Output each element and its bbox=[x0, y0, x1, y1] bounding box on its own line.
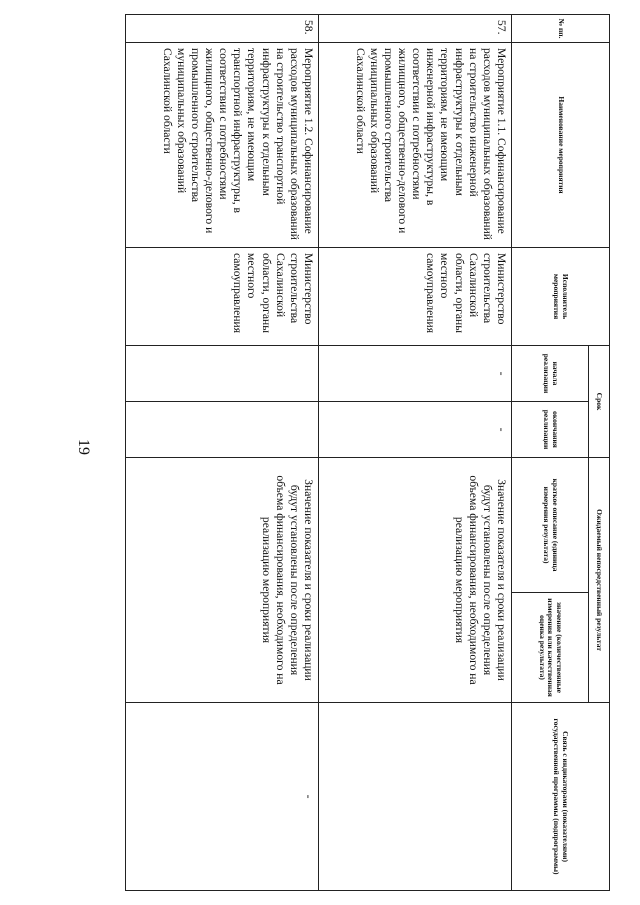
row-result-text: Значение показателя и сроки реализации будут установлены после определения объема финансирования, необходимого на реализацию мероприятия bbox=[452, 475, 508, 685]
header-name: Наименование мероприятия bbox=[512, 43, 610, 248]
row-start: - bbox=[319, 346, 512, 402]
row-executor: Министерство строительства Сахалинской области, органы местного самоуправления bbox=[319, 248, 512, 346]
row-result-text: Значение показателя и сроки реализации будут установлены после определения объема финансирования, необходимого на реализацию мероприятия bbox=[259, 475, 315, 685]
row-executor: Министерство строительства Сахалинской области, органы местного самоуправления bbox=[126, 248, 319, 346]
row-end bbox=[126, 402, 319, 458]
page-number: 19 bbox=[75, 439, 92, 455]
header-term-start: начала реализации bbox=[512, 346, 589, 402]
row-name: Мероприятие 1.1. Софинансирование расходов муниципальных образований на строительство инженерной инфраструктуры к отдельным территориям, не имеющим инженерной инфраструктуры, в соответствии с потребностями жилищного, общественно-делового и промышленного строительства муниципальных образований Сахалинской области bbox=[319, 43, 512, 248]
table-row bbox=[126, 15, 319, 891]
row-result bbox=[319, 458, 512, 703]
row-name: Мероприятие 1.2. Софинансирование расходов муниципальных образований на строительство транспортной инфраструктуры к отдельным территориям, не имеющим транспортной инфраструктуры, в соответствии с потребностями жилищного, общественно-делового и промышленного строительства муниципальных образований Сахалинской области bbox=[126, 43, 319, 248]
measures-table bbox=[125, 14, 610, 891]
table-container bbox=[98, 14, 610, 890]
header-row-1 bbox=[589, 15, 610, 891]
header-link: Связь с индикаторами (показателями) государственной программы (подпрограммы) bbox=[512, 703, 610, 891]
header-term: Срок bbox=[589, 346, 610, 458]
header-executor: Исполнитель мероприятия bbox=[512, 248, 610, 346]
table-row bbox=[319, 15, 512, 891]
header-result: Ожидаемый непосредственный результат bbox=[589, 458, 610, 703]
header-result-value: значение (количественные измерения или качественная оценка результата) bbox=[512, 593, 589, 703]
row-result bbox=[126, 458, 319, 703]
row-number: 57. bbox=[319, 15, 512, 43]
row-link bbox=[319, 703, 512, 891]
header-term-end: окончания реализации bbox=[512, 402, 589, 458]
row-start bbox=[126, 346, 319, 402]
header-num: № пп. bbox=[512, 15, 610, 43]
header-result-desc: краткое описание (единица измерения результата) bbox=[512, 458, 589, 593]
row-link: - bbox=[126, 703, 319, 891]
row-end: - bbox=[319, 402, 512, 458]
row-number: 58. bbox=[126, 15, 319, 43]
